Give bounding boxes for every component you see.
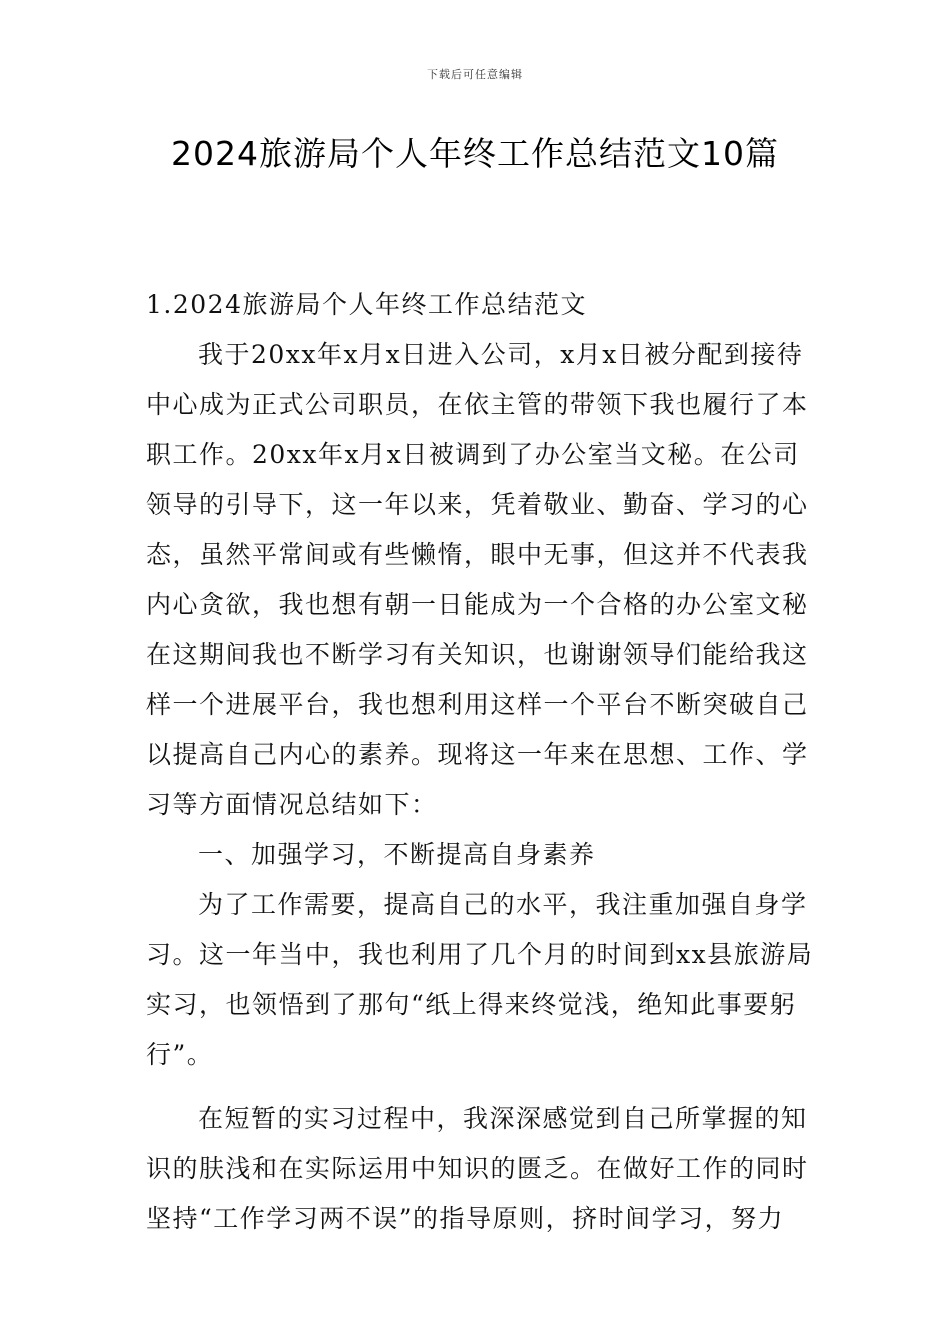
paragraph-line: 在这期间我也不断学习有关知识，也谢谢领导们能给我这 <box>146 640 809 669</box>
paragraph-line: 样一个进展平台，我也想利用这样一个平台不断突破自己 <box>146 690 809 719</box>
paragraph-line: 识的肤浅和在实际运用中知识的匮乏。在做好工作的同时 <box>146 1154 809 1183</box>
paragraph-line: 领导的引导下，这一年以来，凭着敬业、勤奋、学习的心 <box>146 490 809 519</box>
paragraph-3 <box>146 1094 810 1244</box>
paragraph-line: 内心贪欲，我也想有朝一日能成为一个合格的办公室文秘 <box>146 590 809 619</box>
paragraph-spacer <box>146 1080 810 1094</box>
document-body <box>146 280 814 1244</box>
paragraph-line: 中心成为正式公司职员，在依主管的带领下我也履行了本 <box>146 390 809 419</box>
document-title: 2024旅游局个人年终工作总结范文10篇 <box>171 134 779 173</box>
paragraph-line: 坚持“工作学习两不误”的指导原则，挤时间学习，努力 <box>146 1204 785 1233</box>
paragraph-line: 实习，也领悟到了那句“纸上得来终觉浅，绝知此事要躬 <box>146 990 797 1019</box>
paragraph-line: 在短暂的实习过程中，我深深感觉到自己所掌握的知 <box>198 1104 808 1133</box>
paragraph-line: 我于20xx年x月x日进入公司，x月x日被分配到接待 <box>198 340 804 369</box>
paragraph-line: 以提高自己内心的素养。现将这一年来在思想、工作、学 <box>146 740 809 769</box>
header-note: 下载后可任意编辑 <box>427 68 523 81</box>
paragraph-line: 习等方面情况总结如下： <box>146 790 438 819</box>
paragraph-1 <box>146 330 810 830</box>
paragraph-line: 为了工作需要，提高自己的水平，我注重加强自身学 <box>198 890 808 919</box>
section-heading: 1.2024旅游局个人年终工作总结范文 <box>146 290 587 319</box>
paragraph-line: 职工作。20xx年x月x日被调到了办公室当文秘。在公司 <box>146 440 800 469</box>
paragraph-line: 行”。 <box>146 1040 214 1069</box>
subheading-1: 一、加强学习，不断提高自身素养 <box>198 840 596 869</box>
paragraph-2 <box>146 880 814 1080</box>
paragraph-line: 态，虽然平常间或有些懒惰，眼中无事，但这并不代表我 <box>146 540 809 569</box>
paragraph-line: 习。这一年当中，我也利用了几个月的时间到xx县旅游局 <box>146 940 814 969</box>
